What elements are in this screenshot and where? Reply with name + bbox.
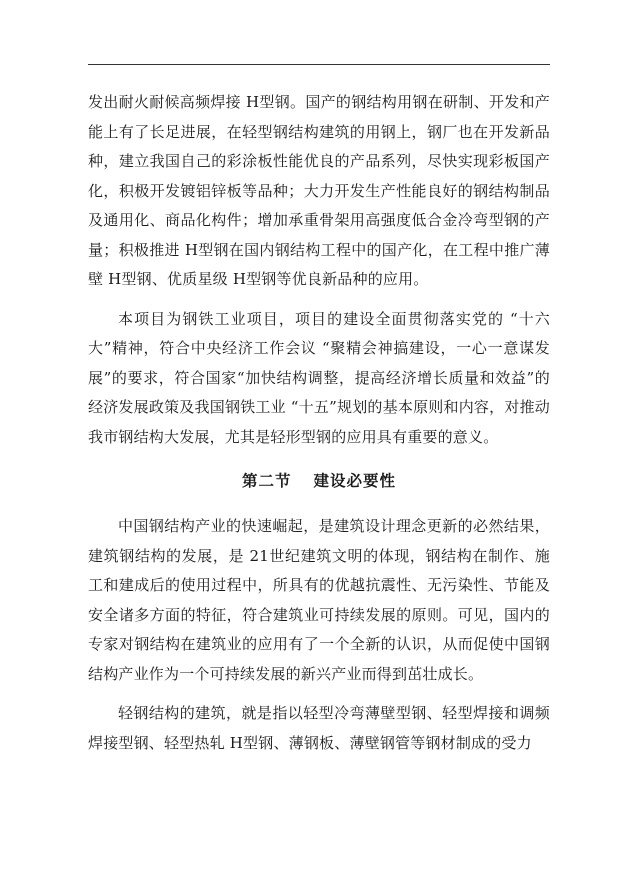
paragraph-gap: [88, 295, 550, 305]
paragraph-gap: [88, 689, 550, 699]
paragraph-project-policy: 本项目为钢铁工业项目，项目的建设全面贯彻落实党的 “十六大”精神，符合中央经济工作会议 “聚精会神搞建设，一心一意谋发展”的要求，符合国家“加快结构调整，提高经济增长质量和效益”的经济发展政策及我国钢铁工业 “十五”规划的基本原则和内容，对推动我市钢结构大发展，尤其是轻形型钢的应用具有重要的意义。: [88, 309, 550, 446]
paragraph-gap: [88, 496, 550, 512]
paragraph-hsteel-development: 发出耐火耐候高频焊接 H型钢。国产的钢结构用钢在研制、开发和产能上有了长足进展，在轻型钢结构建筑的用钢上，钢厂也在开发新品种，建立我国自己的彩涂板性能优良的产品系列，尽快实现彩板国产化，积极开发镀铝锌板等品种；大力开发生产性能良好的钢结构制品及通用化、商品化构件；增加承重骨架用高强度低合金冷弯型钢的产量；积极推进 H型钢在国内钢结构工程中的国产化，在工程中推广薄壁 H型钢、优质星级 H型钢等优良新品种的应用。: [88, 93, 550, 288]
paragraph-gap: [88, 452, 550, 466]
paragraph-steel-industry-rise: 中国钢结构产业的快速崛起，是建筑设计理念更新的必然结果，建筑钢结构的发展，是 21世纪建筑文明的体现，钢结构在制作、施工和建成后的使用过程中，所具有的优越抗震性、无污染性、节能及安全诸多方面的特征，符合建筑业可持续发展的原则。可见，国内的专家对钢结构在建筑业的应用有了一个全新的认识，从而促使中国钢结构产业作为一个可持续发展的新兴产业而得到茁壮成长。: [88, 517, 550, 683]
section-title: 建设必要性: [313, 471, 397, 490]
section-number: 第二节: [241, 471, 292, 490]
header-rule: [88, 64, 550, 65]
document-body: [88, 88, 550, 758]
paragraph-light-steel-definition: 轻钢结构的建筑，就是指以轻型冷弯薄壁型钢、轻型焊接和调频焊接型钢、轻型热轧 H型钢、薄钢板、薄壁钢管等钢材制成的受力: [88, 704, 550, 752]
section-heading: [88, 466, 550, 496]
